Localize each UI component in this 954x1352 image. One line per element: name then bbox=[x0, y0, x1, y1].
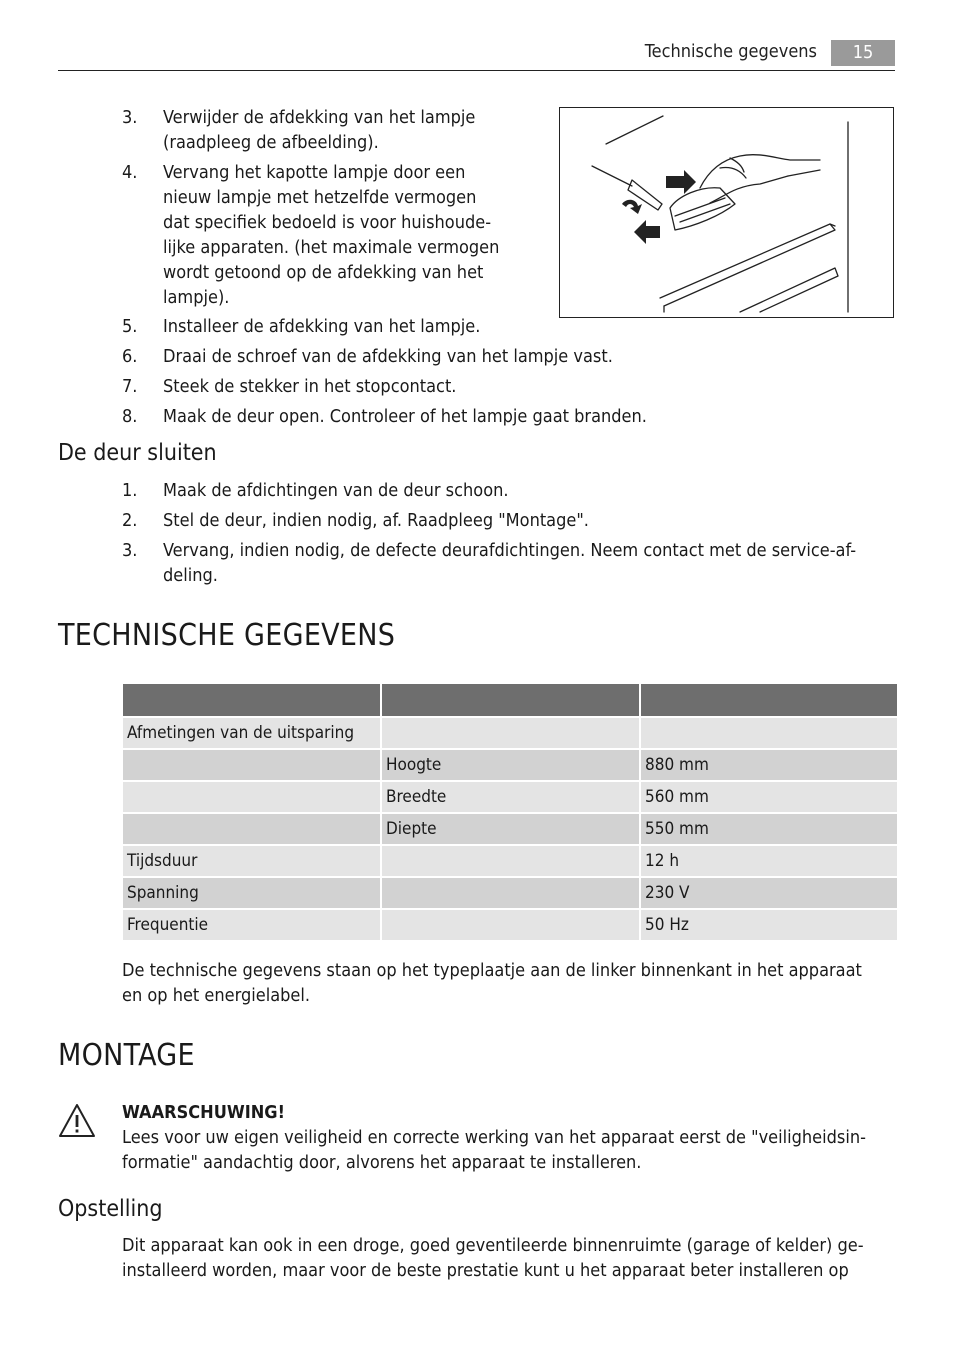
table-cell: 560 mm bbox=[641, 782, 897, 812]
list-item-number: 6. bbox=[122, 346, 138, 367]
table-cell: Spanning bbox=[123, 878, 380, 908]
table-cell: Diepte bbox=[382, 814, 639, 844]
lamp-cover-illustration bbox=[559, 107, 894, 318]
table-cell bbox=[382, 846, 639, 876]
list-item-number: 4. bbox=[122, 162, 138, 183]
table-cell: 880 mm bbox=[641, 750, 897, 780]
list-item-text: Vervang het kapotte lampje door een bbox=[163, 162, 466, 183]
tech-spec-table bbox=[121, 682, 899, 942]
warning-icon bbox=[58, 1103, 96, 1139]
body-text-line: installeerd worden, maar voor de beste prestatie kunt u het apparaat beter installeren op bbox=[122, 1260, 849, 1281]
table-cell: Tijdsduur bbox=[123, 846, 380, 876]
list-item-number: 7. bbox=[122, 376, 138, 397]
tech-note-line: en op het energielabel. bbox=[122, 985, 311, 1006]
table-cell: 230 V bbox=[641, 878, 897, 908]
list-item-number: 2. bbox=[122, 510, 138, 531]
list-item-text: Maak de deur open. Controleer of het lampje gaat branden. bbox=[163, 406, 647, 427]
table-row bbox=[123, 718, 897, 748]
montage-section-heading: MONTAGE bbox=[58, 1038, 195, 1073]
table-cell: Breedte bbox=[382, 782, 639, 812]
table-cell: 50 Hz bbox=[641, 910, 897, 940]
list-item-text: Maak de afdichtingen van de deur schoon. bbox=[163, 480, 509, 501]
table-cell bbox=[641, 718, 897, 748]
list-item-text: Draai de schroef van de afdekking van het lampje vast. bbox=[163, 346, 613, 367]
list-item-number: 5. bbox=[122, 316, 138, 337]
body-text-line: Dit apparaat kan ook in een droge, goed geventileerde binnenruimte (garage of kelder) ge- bbox=[122, 1235, 864, 1256]
tech-section-heading: TECHNISCHE GEGEVENS bbox=[58, 618, 396, 653]
list-item-text: Installeer de afdekking van het lampje. bbox=[163, 316, 481, 337]
table-cell: 12 h bbox=[641, 846, 897, 876]
table-cell bbox=[382, 718, 639, 748]
table-cell bbox=[382, 910, 639, 940]
table-header-cell bbox=[382, 684, 639, 716]
list-item-text: Steek de stekker in het stopcontact. bbox=[163, 376, 457, 397]
list-item-text: deling. bbox=[163, 565, 218, 586]
running-header-title: Technische gegevens bbox=[644, 41, 817, 62]
table-row bbox=[123, 878, 897, 908]
table-cell: Afmetingen van de uitsparing bbox=[123, 718, 380, 748]
table-row bbox=[123, 814, 897, 844]
table-row bbox=[123, 782, 897, 812]
table-row bbox=[123, 910, 897, 940]
warning-block bbox=[122, 1100, 894, 1175]
warning-text-line: Lees voor uw eigen veiligheid en correcte werking van het apparaat eerst de "veiligheidsin- bbox=[122, 1127, 866, 1148]
list-item-text: lijke apparaten. (het maximale vermogen bbox=[163, 237, 500, 258]
opstelling-heading: Opstelling bbox=[58, 1196, 163, 1222]
list-item-text: wordt getoond op de afdekking van het bbox=[163, 262, 484, 283]
list-item-text: Vervang, indien nodig, de defecte deurafdichtingen. Neem contact met de service-af- bbox=[163, 540, 857, 561]
list-item-text: nieuw lampje met hetzelfde vermogen bbox=[163, 187, 477, 208]
list-item-number: 3. bbox=[122, 107, 138, 128]
table-cell: Frequentie bbox=[123, 910, 380, 940]
list-item-text: Stel de deur, indien nodig, af. Raadpleeg "Montage". bbox=[163, 510, 589, 531]
tech-note bbox=[122, 958, 894, 1008]
list-item-number: 1. bbox=[122, 480, 138, 501]
list-item-number: 8. bbox=[122, 406, 138, 427]
table-cell bbox=[123, 814, 380, 844]
table-cell bbox=[123, 750, 380, 780]
opstelling-body bbox=[122, 1233, 894, 1283]
page-number-badge: 15 bbox=[831, 40, 895, 66]
table-header-cell bbox=[123, 684, 380, 716]
table-cell: 550 mm bbox=[641, 814, 897, 844]
table-cell bbox=[123, 782, 380, 812]
list-item-text: lampje). bbox=[163, 287, 230, 308]
list-item-text: Verwijder de afdekking van het lampje bbox=[163, 107, 476, 128]
list-item-number: 3. bbox=[122, 540, 138, 561]
table-header-row bbox=[123, 684, 897, 716]
list-item-text: dat specifiek bedoeld is voor huishoude- bbox=[163, 212, 492, 233]
table-header-cell bbox=[641, 684, 897, 716]
table-row bbox=[123, 846, 897, 876]
warning-text-line: formatie" aandachtig door, alvorens het apparaat te installeren. bbox=[122, 1152, 642, 1173]
door-section-heading: De deur sluiten bbox=[58, 440, 217, 466]
list-item-text: (raadpleeg de afbeelding). bbox=[163, 132, 379, 153]
warning-title: WAARSCHUWING! bbox=[122, 1102, 285, 1123]
tech-note-line: De technische gegevens staan op het typeplaatje aan de linker binnenkant in het apparaat bbox=[122, 960, 862, 981]
table-cell bbox=[382, 878, 639, 908]
header-divider bbox=[58, 70, 895, 71]
table-cell: Hoogte bbox=[382, 750, 639, 780]
table-row bbox=[123, 750, 897, 780]
